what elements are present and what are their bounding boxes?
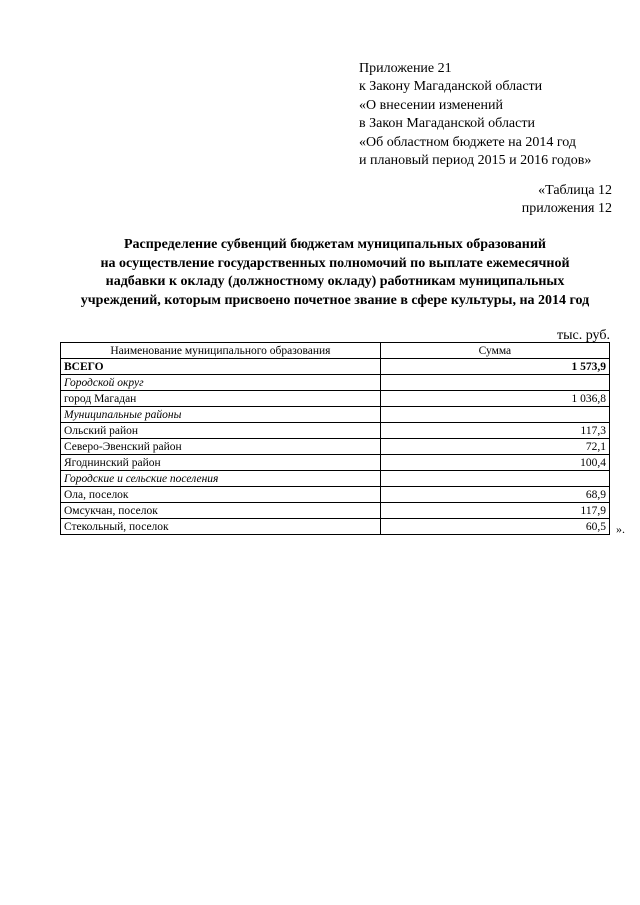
table-row [61,439,610,455]
appendix-line: «О внесении изменений [359,97,503,113]
table-reference [522,182,612,219]
row-name: Ягоднинский район [61,455,381,471]
table-row [61,423,610,439]
appendix-line: и плановый период 2015 и 2016 годов» [359,152,592,168]
row-name: ВСЕГО [61,359,381,375]
group-label: Муниципальные районы [61,407,381,423]
row-sum: 68,9 [380,487,609,503]
table-row [61,455,610,471]
header-name: Наименование муниципального образования [61,343,381,359]
row-sum: 72,1 [380,439,609,455]
row-name: город Магадан [61,391,381,407]
table-reference-line: приложения 12 [521,201,612,217]
appendix-line: Приложение 21 [359,61,452,76]
document-title [58,236,612,310]
row-name: Ола, поселок [61,487,381,503]
row-sum [380,407,609,423]
table-row-total [61,359,610,375]
row-sum: 117,9 [380,503,609,519]
row-sum: 1 036,8 [380,391,609,407]
appendix-line: в Закон Магаданской области [359,116,535,132]
title-line: Распределение субвенций бюджетам муниципальных образований [124,237,546,252]
row-sum [380,471,609,487]
row-sum: 1 573,9 [380,359,609,375]
appendix-line: к Закону Магаданской области [359,79,543,95]
header-sum: Сумма [380,343,609,359]
table-row [61,487,610,503]
title-line: надбавки к окладу (должностному окладу) работникам муниципальных [105,274,565,290]
table-header-row [61,343,610,359]
row-sum [380,375,609,391]
table-row [61,391,610,407]
table-reference-line: «Таблица 12 [538,183,612,198]
row-sum: 60,5 [380,519,609,535]
title-line: учреждений, которым присвоено почетное звание в сфере культуры, на 2014 год [80,292,590,308]
row-sum: 100,4 [380,455,609,471]
group-label: Городские и сельские поселения [61,471,381,487]
row-name: Омсукчан, поселок [61,503,381,519]
table-row [61,519,610,535]
closing-quote: ». [616,522,625,536]
row-name: Ольский район [61,423,381,439]
appendix-line: «Об областном бюджете на 2014 год [359,134,576,150]
row-name: Северо-Эвенский район [61,439,381,455]
row-name: Стекольный, поселок [61,519,381,535]
table-row-group [61,407,610,423]
row-sum: 117,3 [380,423,609,439]
group-label: Городской округ [61,375,381,391]
table-row-group [61,375,610,391]
table-row [61,503,610,519]
units-label: тыс. руб. [557,328,610,343]
distribution-table [60,342,610,535]
title-line: на осуществление государственных полномочий по выплате ежемесячной [100,255,570,271]
table-row-group [61,471,610,487]
appendix-block [359,60,591,170]
